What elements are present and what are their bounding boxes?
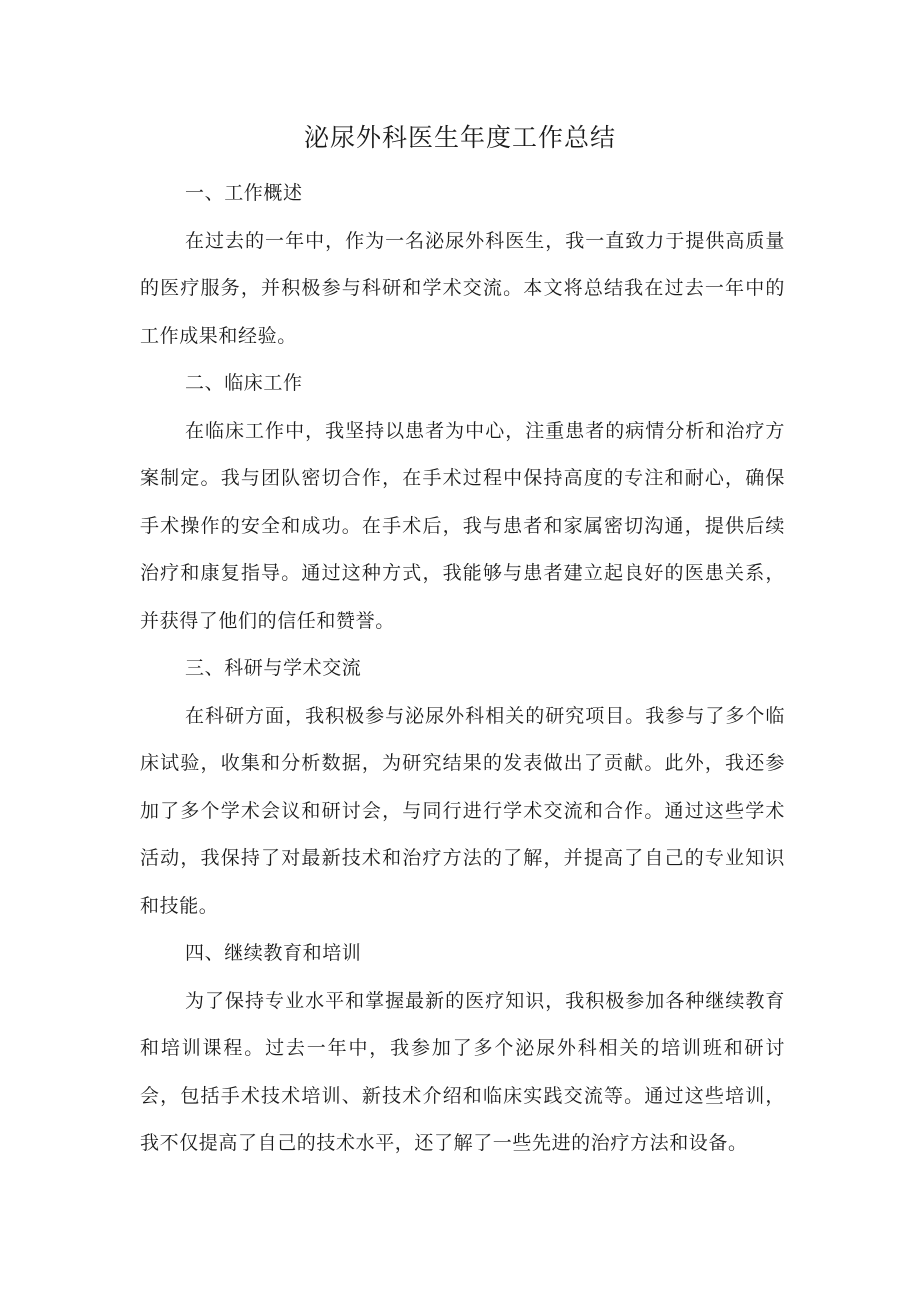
section-paragraph-overview: 在过去的一年中，作为一名泌尿外科医生，我一直致力于提供高质量的医疗服务，并积极参与科研和学术交流。本文将总结我在过去一年中的工作成果和经验。 [140, 229, 785, 347]
section-heading-overview: 一、工作概述 [185, 182, 303, 204]
section-heading-clinical: 二、临床工作 [185, 372, 303, 394]
section-paragraph-research: 在科研方面，我积极参与泌尿外科相关的研究项目。我参与了多个临床试验，收集和分析数据，为研究结果的发表做出了贡献。此外，我还参加了多个学术会议和研讨会，与同行进行学术交流和合作。通过这些学术活动，我保持了对最新技术和治疗方法的了解，并提高了自己的专业知识和技能。 [140, 704, 785, 917]
section-heading-training: 四、继续教育和培训 [185, 942, 362, 964]
document-body [140, 170, 785, 1168]
section-paragraph-training: 为了保持专业水平和掌握最新的医疗知识，我积极参加各种继续教育和培训课程。过去一年中，我参加了多个泌尿外科相关的培训班和研讨会，包括手术技术培训、新技术介绍和临床实践交流等。通过这些培训，我不仅提高了自己的技术水平，还了解了一些先进的治疗方法和设备。 [140, 989, 785, 1154]
document-title: 泌尿外科医生年度工作总结 [303, 123, 616, 152]
section-heading-research: 三、科研与学术交流 [185, 657, 362, 679]
section-paragraph-clinical: 在临床工作中，我坚持以患者为中心，注重患者的病情分析和治疗方案制定。我与团队密切合作，在手术过程中保持高度的专注和耐心，确保手术操作的安全和成功。在手术后，我与患者和家属密切沟通，提供后续治疗和康复指导。通过这种方式，我能够与患者建立起良好的医患关系，并获得了他们的信任和赞誉。 [140, 419, 785, 632]
